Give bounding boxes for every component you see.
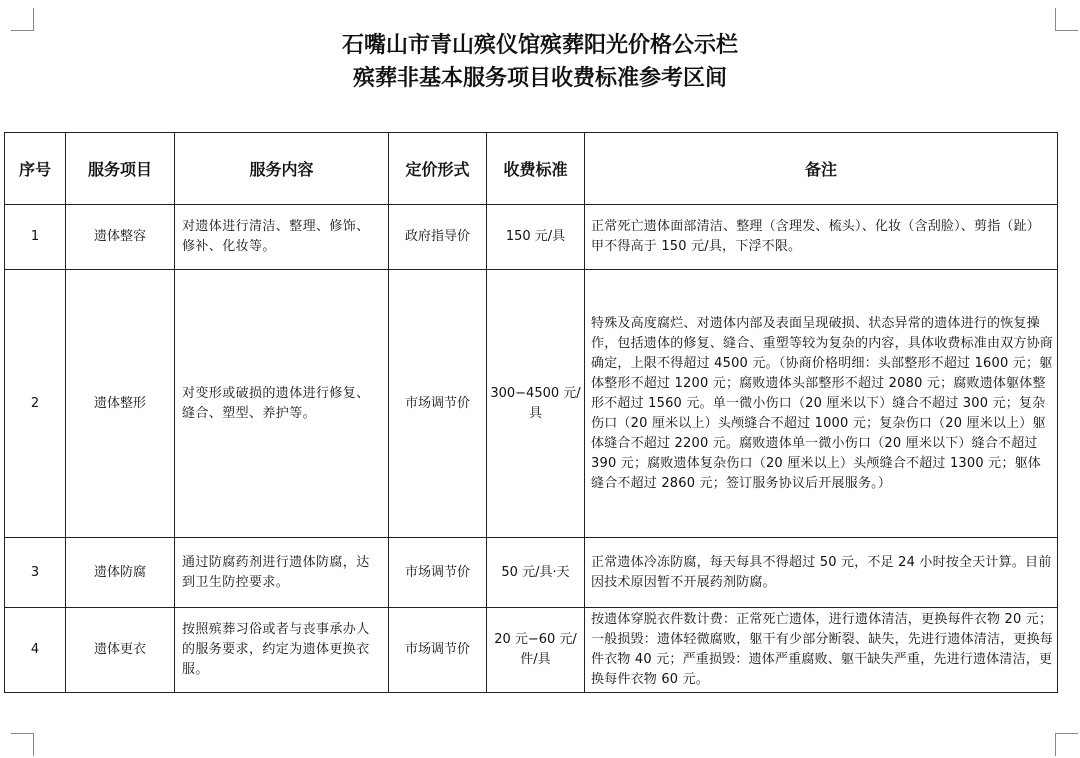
table-row — [5, 538, 1058, 608]
row-pricing: 市场调节价 — [389, 270, 487, 538]
corner-mark-bottom-right — [1055, 733, 1078, 756]
row-note: 正常死亡遗体面部清洁、整理（含理发、梳头）、化妆（含刮脸）、剪指（趾）甲不得高于 150 元/具，下浮不限。 — [585, 205, 1058, 270]
fee-table — [4, 132, 1058, 693]
row-pricing: 市场调节价 — [389, 608, 487, 693]
row-fee: 300−4500 元/具 — [487, 270, 585, 538]
table-row — [5, 608, 1058, 693]
corner-mark-top-left — [11, 8, 34, 31]
table-row — [5, 205, 1058, 270]
header-item: 服务项目 — [66, 133, 175, 205]
row-item: 遗体防腐 — [66, 538, 175, 608]
table-header-row — [5, 133, 1058, 205]
row-fee: 50 元/具·天 — [487, 538, 585, 608]
row-no: 3 — [5, 538, 66, 608]
row-content: 对变形或破损的遗体进行修复、缝合、塑型、养护等。 — [175, 270, 389, 538]
row-content: 按照殡葬习俗或者与丧事承办人的服务要求，约定为遗体更换衣服。 — [175, 608, 389, 693]
header-no: 序号 — [5, 133, 66, 205]
row-content: 通过防腐药剂进行遗体防腐，达到卫生防控要求。 — [175, 538, 389, 608]
row-item: 遗体整形 — [66, 270, 175, 538]
header-note: 备注 — [585, 133, 1058, 205]
header-fee: 收费标准 — [487, 133, 585, 205]
row-pricing: 政府指导价 — [389, 205, 487, 270]
row-item: 遗体更衣 — [66, 608, 175, 693]
row-note: 按遗体穿脱衣件数计费：正常死亡遗体，进行遗体清洁，更换每件衣物 20 元；一般损毁：遗体轻微腐败，躯干有少部分断裂、缺失，先进行遗体清洁，更换每件衣物 40 元；严重损毁：遗体严重腐败、躯干缺失严重，先进行遗体清洁，更换每件衣物 60 元。 — [585, 608, 1058, 693]
row-no: 2 — [5, 270, 66, 538]
row-no: 4 — [5, 608, 66, 693]
row-fee: 20 元−60 元/件/具 — [487, 608, 585, 693]
row-note: 正常遗体冷冻防腐，每天每具不得超过 50 元，不足 24 小时按全天计算。目前因技术原因暂不开展药剂防腐。 — [585, 538, 1058, 608]
row-pricing: 市场调节价 — [389, 538, 487, 608]
row-note: 特殊及高度腐烂、对遗体内部及表面呈现破损、状态异常的遗体进行的恢复操作，包括遗体的修复、缝合、重塑等较为复杂的内容，具体收费标准由双方协商确定，上限不得超过 4500 元。（协商价格明细：头部整形不超过 1600 元；躯体整形不超过 1200 元；腐败遗体头部整形不超过 2080 元；腐败遗体躯体整形不超过 1560 元。单一微小伤口（20 厘米以下）缝合不超过 300 元；复杂伤口（20 厘米以上）头颅缝合不超过 1000 元；复杂伤口（20 厘米以上）躯体缝合不超过 2200 元。腐败遗体单一微小伤口（20 厘米以下）缝合不超过 390 元；腐败遗体复杂伤口（20 厘米以上）头颅缝合不超过 1300 元；躯体缝合不超过 2860 元；签订服务协议后开展服务。） — [585, 270, 1058, 538]
header-pricing: 定价形式 — [389, 133, 487, 205]
row-content: 对遗体进行清洁、整理、修饰、修补、化妆等。 — [175, 205, 389, 270]
header-content: 服务内容 — [175, 133, 389, 205]
document-subtitle: 殡葬非基本服务项目收费标准参考区间 — [352, 65, 727, 91]
table-row — [5, 270, 1058, 538]
corner-mark-bottom-left — [11, 733, 34, 756]
document-title: 石嘴山市青山殡仪馆殡葬阳光价格公示栏 — [341, 32, 738, 58]
row-item: 遗体整容 — [66, 205, 175, 270]
corner-mark-top-right — [1055, 8, 1078, 31]
row-fee: 150 元/具 — [487, 205, 585, 270]
row-no: 1 — [5, 205, 66, 270]
